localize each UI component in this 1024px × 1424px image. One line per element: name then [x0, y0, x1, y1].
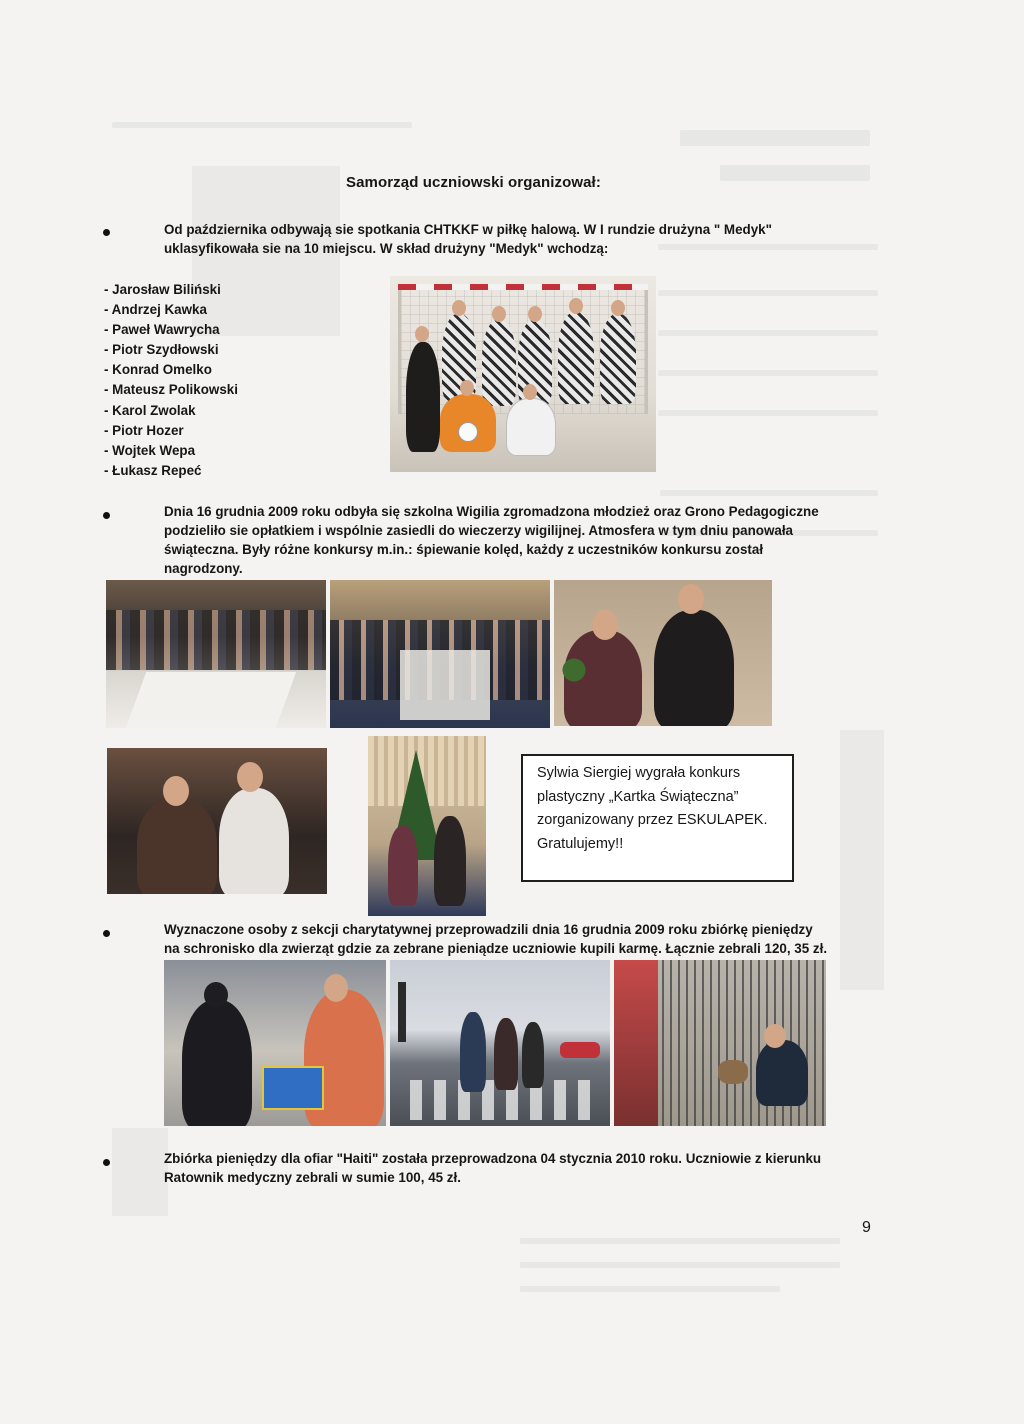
- shelter-line-1: Wyznaczone osoby z sekcji charytatywnej przeprowadzili dnia 16 grudnia 2009 roku zbiórkę pieniędzy: [164, 922, 813, 937]
- player-head: [492, 306, 506, 322]
- bleed-through-photo: [840, 730, 884, 990]
- futsal-paragraph: [164, 220, 772, 258]
- roster-item: - Karol Zwolak: [104, 402, 196, 418]
- roster-item: - Mateusz Polikowski: [104, 382, 238, 398]
- player-head: [415, 326, 429, 342]
- person-figure: [654, 610, 734, 726]
- table-cloth: [126, 672, 296, 728]
- futsal-line-1: Od października odbywają sie spotkania CHTKKF w piłkę halową. W I rundzie drużyna " Medyk": [164, 222, 772, 237]
- bleed-through-text: [658, 290, 878, 296]
- plant: [554, 650, 594, 690]
- person-figure: [182, 1000, 252, 1126]
- wigilia-line-4: nagrodzony.: [164, 561, 243, 576]
- person-head: [324, 974, 348, 1002]
- bullet-haiti: [103, 1159, 110, 1166]
- player-head: [452, 300, 466, 316]
- player-head: [460, 380, 474, 396]
- roster-item: - Andrzej Kawka: [104, 302, 207, 318]
- bleed-through-text: [660, 490, 878, 496]
- person-figure: [522, 1022, 544, 1088]
- player-head: [528, 306, 542, 322]
- food-bags: [262, 1066, 324, 1110]
- wigilia-paragraph: [164, 502, 819, 578]
- wigilia-photo-guests: [107, 748, 327, 894]
- player-head: [611, 300, 625, 316]
- bullet-shelter: [103, 930, 110, 937]
- team-photo: [390, 276, 656, 472]
- futsal-line-2: uklasyfikowała sie na 10 miejscu. W skład drużyny "Medyk" wchodzą:: [164, 241, 609, 256]
- door-red: [614, 960, 658, 1126]
- page-number: 9: [862, 1219, 871, 1236]
- shelter-photo-street: [390, 960, 610, 1126]
- table-cloth: [400, 650, 490, 720]
- bleed-through-text: [720, 165, 870, 181]
- person-head: [678, 584, 704, 614]
- wigilia-line-3: świąteczna. Były różne konkursy m.in.: śpiewanie kolęd, każdy z uczestników konkursu został: [164, 542, 764, 557]
- wigilia-photo-oplatek: [554, 580, 772, 726]
- haiti-line-1: Zbiórka pieniędzy dla ofiar "Haiti" została przeprowadzona 04 stycznia 2010 roku. Uczniowie z kierunku: [164, 1151, 822, 1166]
- shelter-paragraph: [164, 920, 827, 958]
- callout-line-3: zorganizowany przez ESKULAPEK.: [537, 812, 768, 828]
- person-head: [764, 1024, 786, 1048]
- person-head: [204, 982, 228, 1008]
- coach-figure: [406, 342, 440, 452]
- dog: [718, 1060, 748, 1084]
- team-roster: [104, 280, 238, 481]
- crowd: [106, 610, 326, 670]
- ball: [458, 422, 478, 442]
- traffic-light: [398, 982, 406, 1042]
- person-head: [237, 762, 263, 792]
- roster-item: - Konrad Omelko: [104, 362, 212, 378]
- goal-crossbar: [398, 284, 648, 290]
- person-figure: [460, 1012, 486, 1092]
- contest-callout: [521, 754, 794, 882]
- shelter-photo-kennel: [614, 960, 826, 1126]
- bleed-through-text: [658, 330, 878, 336]
- roster-item: - Jarosław Biliński: [104, 282, 221, 297]
- person-figure: [137, 798, 217, 894]
- bullet-futsal: [103, 229, 110, 236]
- bleed-through-text: [658, 410, 878, 416]
- roster-item: - Piotr Hozer: [104, 422, 184, 438]
- wigilia-photo-hall: [330, 580, 550, 728]
- roster-item: - Łukasz Repeć: [104, 462, 202, 478]
- haiti-line-2: Ratownik medyczny zebrali w sumie 100, 45 zł.: [164, 1170, 461, 1185]
- player-figure: [482, 320, 516, 406]
- person-head: [163, 776, 189, 806]
- person-figure: [388, 826, 418, 906]
- roster-item: - Piotr Szydłowski: [104, 342, 219, 358]
- callout-line-4: Gratulujemy!!: [537, 835, 624, 852]
- person-head: [592, 610, 618, 640]
- wigilia-photo-tables: [106, 580, 326, 728]
- roster-item: - Wojtek Wepa: [104, 442, 196, 458]
- roster-item: - Paweł Wawrycha: [104, 322, 220, 338]
- wigilia-photo-tree: [368, 736, 486, 916]
- wigilia-line-2: podzieliło sie opłatkiem i wspólnie zasiedli do wieczerzy wigilijnej. Atmosfera w tym dniu panowała: [164, 523, 794, 538]
- player-head: [523, 384, 537, 400]
- bleed-through-text: [520, 1238, 840, 1244]
- shelter-line-2: na schronisko dla zwierząt gdzie za zebrane pieniądze uczniowie kupili karmę. Łącznie zebrali 120, 35 zł.: [164, 941, 828, 956]
- bleed-through-text: [112, 122, 412, 128]
- person-figure: [434, 816, 466, 906]
- callout-line-1: Sylwia Siergiej wygrała konkurs: [537, 765, 741, 781]
- bleed-through-photo: [112, 1128, 168, 1216]
- bleed-through-text: [680, 130, 870, 146]
- bleed-through-text: [658, 370, 878, 376]
- player-figure: [506, 398, 556, 456]
- person-figure: [219, 788, 289, 894]
- person-figure: [756, 1040, 808, 1106]
- wigilia-line-1: Dnia 16 grudnia 2009 roku odbyła się szkolna Wigilia zgromadzona młodzież oraz Grono Pedagogiczne: [164, 504, 819, 519]
- callout-line-2: plastyczny „Kartka Świąteczna”: [537, 788, 739, 805]
- player-figure: [600, 314, 636, 404]
- bleed-through-text: [520, 1286, 780, 1292]
- bleed-through-text: [520, 1262, 840, 1268]
- car: [560, 1042, 600, 1058]
- shelter-photo-shop: [164, 960, 386, 1126]
- bullet-wigilia: [103, 512, 110, 519]
- player-head: [569, 298, 583, 314]
- person-figure: [494, 1018, 518, 1090]
- page-title: Samorząd uczniowski organizował:: [346, 174, 601, 191]
- player-figure: [558, 312, 594, 404]
- haiti-paragraph: [164, 1149, 821, 1187]
